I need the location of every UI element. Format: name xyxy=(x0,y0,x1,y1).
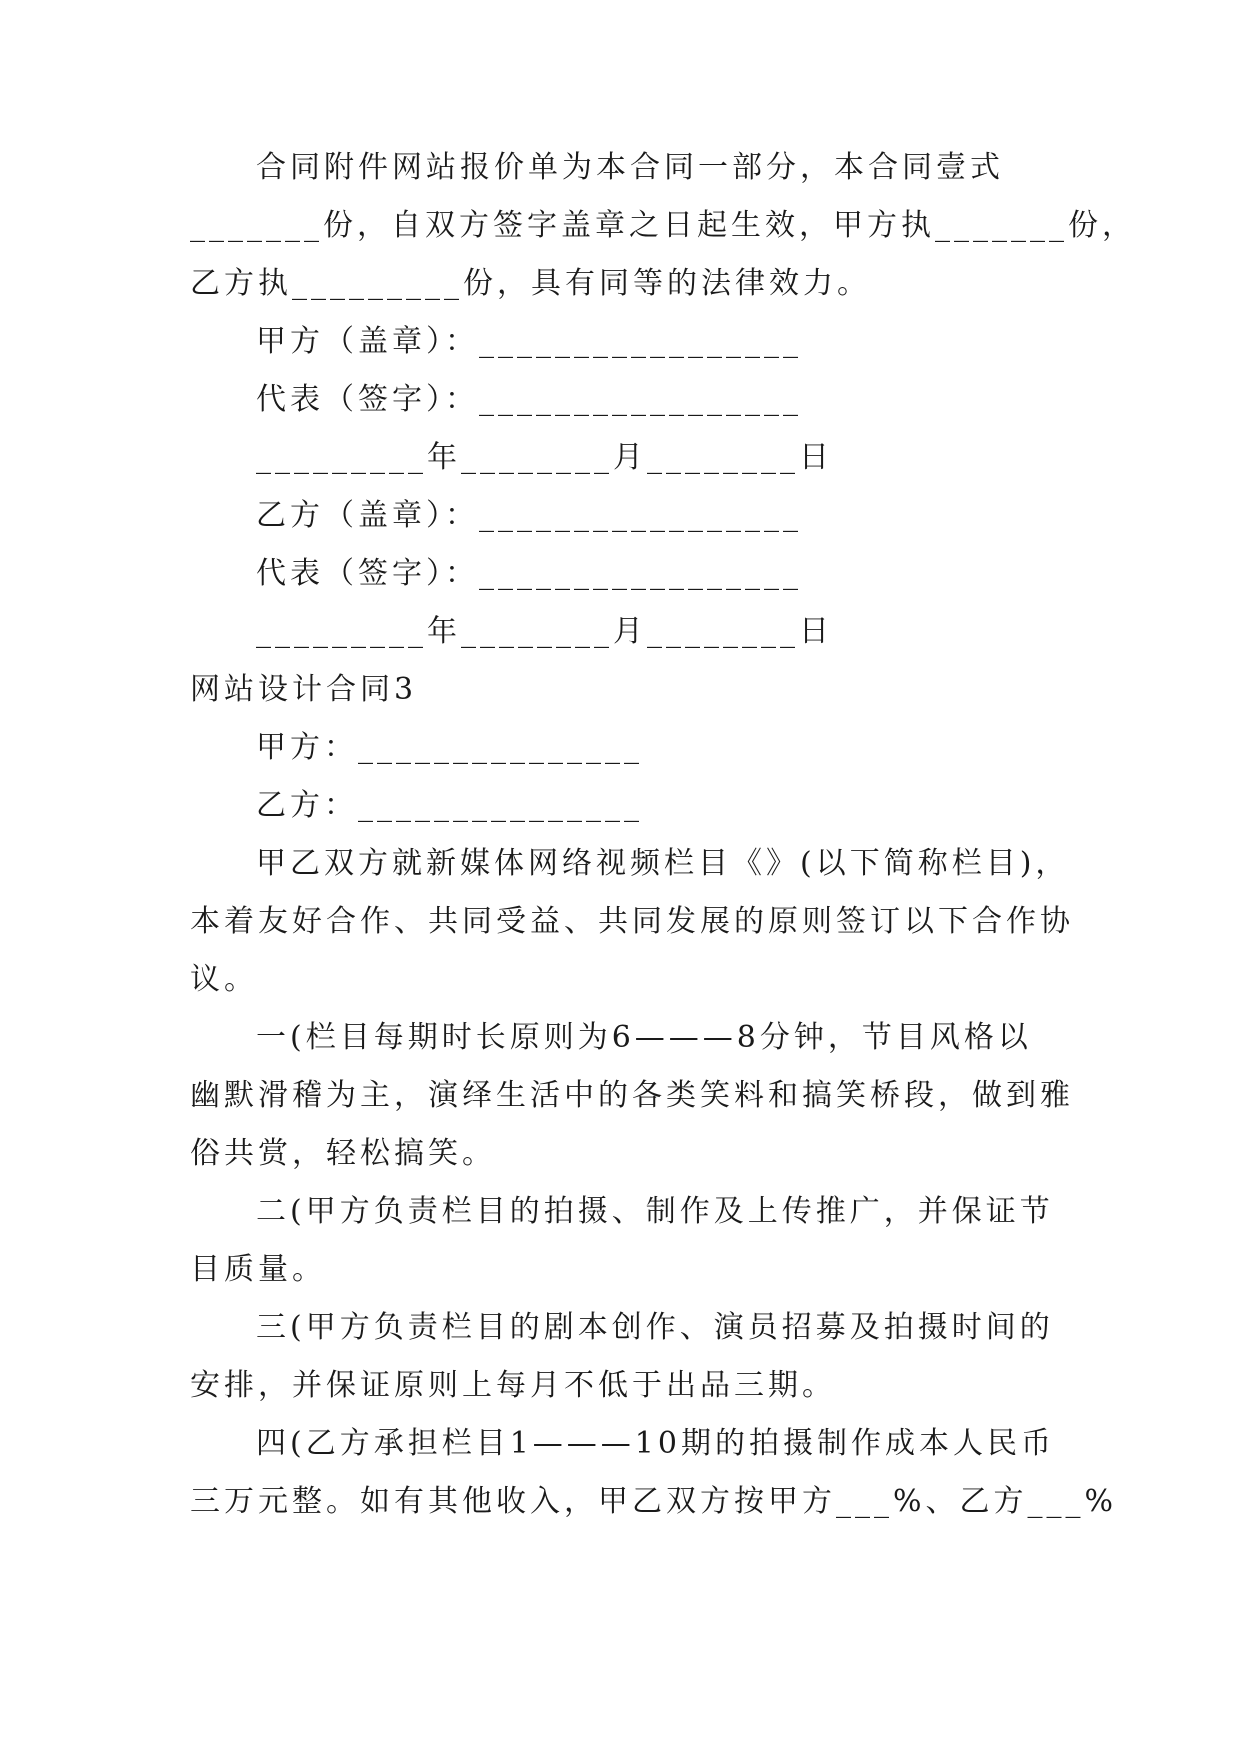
section-title: 网站设计合同3 xyxy=(190,672,418,707)
text-line: 议。 xyxy=(190,962,258,997)
text-line: 安排，并保证原则上每月不低于出品三期。 xyxy=(190,1368,836,1403)
text-line: 本着友好合作、共同受益、共同发展的原则签订以下合作协 xyxy=(190,904,1074,939)
party-a-line: 甲方：_______________ xyxy=(256,730,643,765)
date-line-b: _________年________月________日 xyxy=(256,614,833,649)
text-line: 甲乙双方就新媒体网络视频栏目《》(以下简称栏目)， xyxy=(256,846,1070,881)
text-line: 三万元整。如有其他收入，甲乙双方按甲方___%、乙方___% xyxy=(190,1484,1118,1519)
signature-line-party-a: 甲方（盖章）：_________________ xyxy=(256,324,802,359)
signature-line-rep-b: 代表（签字）：_________________ xyxy=(256,556,802,591)
text-line: 合同附件网站报价单为本合同一部分，本合同壹式 xyxy=(256,150,1004,185)
clause-2: 二(甲方负责栏目的拍摄、制作及上传推广，并保证节 xyxy=(256,1194,1054,1229)
text-line: _______份，自双方签字盖章之日起生效，甲方执_______份， xyxy=(190,208,1136,243)
signature-line-party-b: 乙方（盖章）：_________________ xyxy=(256,498,802,533)
party-b-line: 乙方：_______________ xyxy=(256,788,643,823)
clause-3: 三(甲方负责栏目的剧本创作、演员招募及拍摄时间的 xyxy=(256,1310,1054,1345)
clause-1: 一(栏目每期时长原则为6———8分钟，节目风格以 xyxy=(256,1020,1032,1055)
clause-4: 四(乙方承担栏目1———10期的拍摄制作成本人民币 xyxy=(256,1426,1055,1461)
text-line: 乙方执_________份，具有同等的法律效力。 xyxy=(190,266,871,301)
text-line: 俗共赏，轻松搞笑。 xyxy=(190,1136,496,1171)
signature-line-rep-a: 代表（签字）：_________________ xyxy=(256,382,802,417)
text-line: 目质量。 xyxy=(190,1252,326,1287)
text-line: 幽默滑稽为主，演绎生活中的各类笑料和搞笑桥段，做到雅 xyxy=(190,1078,1074,1113)
date-line-a: _________年________月________日 xyxy=(256,440,833,475)
